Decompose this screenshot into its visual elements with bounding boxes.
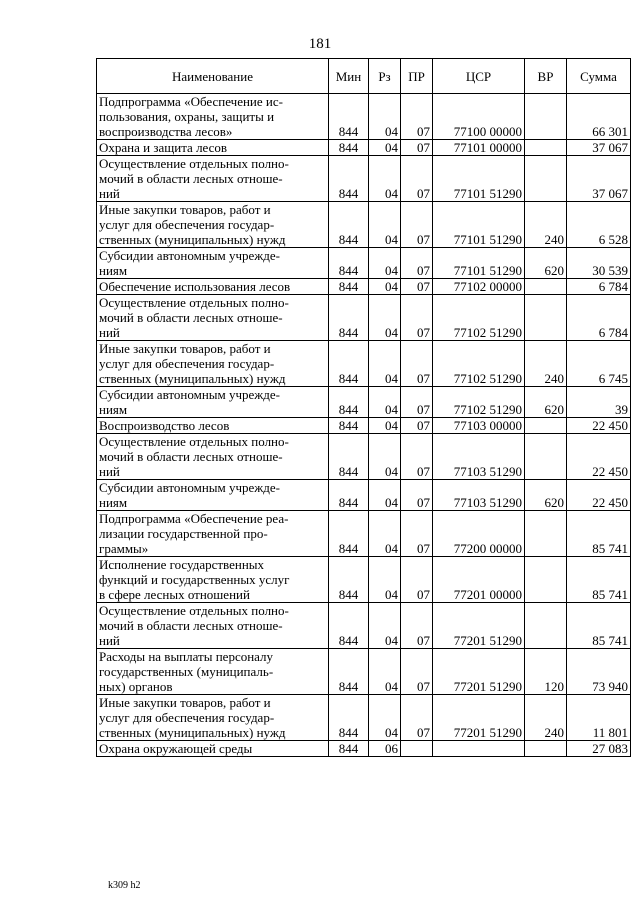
cell-pr: 07 <box>401 649 433 695</box>
cell-pr: 07 <box>401 202 433 248</box>
cell-name: Охрана и защита лесов <box>97 140 329 156</box>
cell-pr <box>401 741 433 757</box>
cell-min: 844 <box>329 341 369 387</box>
cell-min: 844 <box>329 511 369 557</box>
cell-pr: 07 <box>401 418 433 434</box>
table-header-row <box>97 59 631 94</box>
cell-min: 844 <box>329 202 369 248</box>
table-row <box>97 202 631 248</box>
cell-sum: 22 450 <box>567 418 631 434</box>
cell-pr: 07 <box>401 695 433 741</box>
cell-name: Субсидии автономным учрежде- ниям <box>97 248 329 279</box>
cell-min: 844 <box>329 434 369 480</box>
cell-csr: 77100 00000 <box>433 94 525 140</box>
cell-csr: 77103 51290 <box>433 434 525 480</box>
cell-csr: 77200 00000 <box>433 511 525 557</box>
cell-name: Осуществление отдельных полно- мочий в области лесных отноше- ний <box>97 156 329 202</box>
cell-csr: 77102 51290 <box>433 341 525 387</box>
cell-rz: 04 <box>369 140 401 156</box>
cell-vr <box>525 511 567 557</box>
cell-csr: 77103 51290 <box>433 480 525 511</box>
cell-vr: 240 <box>525 695 567 741</box>
cell-pr: 07 <box>401 140 433 156</box>
cell-pr: 07 <box>401 156 433 202</box>
table-row <box>97 434 631 480</box>
cell-name: Исполнение государственных функций и государственных услуг в сфере лесных отношений <box>97 557 329 603</box>
cell-rz: 04 <box>369 387 401 418</box>
cell-csr: 77201 51290 <box>433 695 525 741</box>
cell-name: Субсидии автономным учрежде- ниям <box>97 480 329 511</box>
cell-csr: 77201 00000 <box>433 557 525 603</box>
cell-sum: 22 450 <box>567 434 631 480</box>
cell-csr: 77103 00000 <box>433 418 525 434</box>
cell-vr <box>525 434 567 480</box>
cell-vr <box>525 418 567 434</box>
cell-csr: 77101 51290 <box>433 248 525 279</box>
cell-min: 844 <box>329 94 369 140</box>
header-rz: Рз <box>369 59 401 94</box>
budget-table <box>96 58 631 757</box>
header-name: Наименование <box>97 59 329 94</box>
header-vr: ВР <box>525 59 567 94</box>
cell-sum: 11 801 <box>567 695 631 741</box>
cell-min: 844 <box>329 418 369 434</box>
cell-min: 844 <box>329 248 369 279</box>
table-row <box>97 156 631 202</box>
cell-min: 844 <box>329 279 369 295</box>
cell-vr <box>525 140 567 156</box>
cell-name: Осуществление отдельных полно- мочий в области лесных отноше- ний <box>97 603 329 649</box>
table-row <box>97 649 631 695</box>
cell-sum: 85 741 <box>567 511 631 557</box>
cell-min: 844 <box>329 387 369 418</box>
cell-vr: 620 <box>525 248 567 279</box>
cell-pr: 07 <box>401 94 433 140</box>
table-row <box>97 418 631 434</box>
cell-pr: 07 <box>401 511 433 557</box>
cell-rz: 04 <box>369 295 401 341</box>
cell-rz: 06 <box>369 741 401 757</box>
cell-sum: 6 745 <box>567 341 631 387</box>
cell-vr <box>525 94 567 140</box>
cell-vr <box>525 557 567 603</box>
cell-vr: 240 <box>525 341 567 387</box>
table-row <box>97 557 631 603</box>
cell-pr: 07 <box>401 341 433 387</box>
cell-min: 844 <box>329 557 369 603</box>
table-row <box>97 511 631 557</box>
cell-vr: 620 <box>525 387 567 418</box>
cell-name: Охрана окружающей среды <box>97 741 329 757</box>
cell-min: 844 <box>329 295 369 341</box>
cell-sum: 30 539 <box>567 248 631 279</box>
header-pr: ПР <box>401 59 433 94</box>
cell-rz: 04 <box>369 603 401 649</box>
cell-pr: 07 <box>401 295 433 341</box>
table-row <box>97 480 631 511</box>
cell-sum: 27 083 <box>567 741 631 757</box>
cell-csr: 77101 00000 <box>433 140 525 156</box>
cell-sum: 39 <box>567 387 631 418</box>
cell-min: 844 <box>329 140 369 156</box>
cell-sum: 85 741 <box>567 557 631 603</box>
cell-name: Иные закупки товаров, работ и услуг для обеспечения государ- ственных (муниципальных) нужд <box>97 202 329 248</box>
cell-rz: 04 <box>369 418 401 434</box>
cell-rz: 04 <box>369 480 401 511</box>
table-row <box>97 695 631 741</box>
cell-csr: 77102 00000 <box>433 279 525 295</box>
cell-csr: 77101 51290 <box>433 156 525 202</box>
cell-name: Осуществление отдельных полно- мочий в области лесных отноше- ний <box>97 295 329 341</box>
table-row <box>97 387 631 418</box>
cell-vr <box>525 741 567 757</box>
table-row <box>97 279 631 295</box>
cell-sum: 6 784 <box>567 279 631 295</box>
table-row <box>97 603 631 649</box>
cell-csr <box>433 741 525 757</box>
cell-rz: 04 <box>369 434 401 480</box>
table-row <box>97 341 631 387</box>
cell-name: Осуществление отдельных полно- мочий в области лесных отноше- ний <box>97 434 329 480</box>
cell-rz: 04 <box>369 649 401 695</box>
cell-csr: 77201 51290 <box>433 649 525 695</box>
cell-name: Воспроизводство лесов <box>97 418 329 434</box>
table-body <box>97 94 631 757</box>
cell-min: 844 <box>329 603 369 649</box>
cell-rz: 04 <box>369 279 401 295</box>
table-row <box>97 295 631 341</box>
cell-rz: 04 <box>369 695 401 741</box>
cell-name: Подпрограмма «Обеспечение ис- пользования, охраны, защиты и воспроизводства лесов» <box>97 94 329 140</box>
cell-sum: 73 940 <box>567 649 631 695</box>
header-min: Мин <box>329 59 369 94</box>
cell-vr <box>525 279 567 295</box>
cell-rz: 04 <box>369 248 401 279</box>
table-row <box>97 94 631 140</box>
cell-csr: 77102 51290 <box>433 387 525 418</box>
cell-vr: 240 <box>525 202 567 248</box>
cell-min: 844 <box>329 741 369 757</box>
cell-pr: 07 <box>401 434 433 480</box>
cell-rz: 04 <box>369 341 401 387</box>
cell-vr <box>525 156 567 202</box>
cell-pr: 07 <box>401 557 433 603</box>
cell-csr: 77101 51290 <box>433 202 525 248</box>
cell-csr: 77201 51290 <box>433 603 525 649</box>
cell-vr: 120 <box>525 649 567 695</box>
table-row <box>97 248 631 279</box>
cell-min: 844 <box>329 156 369 202</box>
cell-name: Субсидии автономным учрежде- ниям <box>97 387 329 418</box>
cell-sum: 66 301 <box>567 94 631 140</box>
cell-name: Иные закупки товаров, работ и услуг для обеспечения государ- ственных (муниципальных) нужд <box>97 695 329 741</box>
cell-name: Расходы на выплаты персоналу государственных (муниципаль- ных) органов <box>97 649 329 695</box>
cell-sum: 37 067 <box>567 156 631 202</box>
cell-vr <box>525 295 567 341</box>
table-row <box>97 741 631 757</box>
cell-vr <box>525 603 567 649</box>
cell-rz: 04 <box>369 202 401 248</box>
cell-rz: 04 <box>369 511 401 557</box>
cell-sum: 6 784 <box>567 295 631 341</box>
cell-vr: 620 <box>525 480 567 511</box>
cell-csr: 77102 51290 <box>433 295 525 341</box>
cell-sum: 22 450 <box>567 480 631 511</box>
cell-name: Подпрограмма «Обеспечение реа- лизации государственной про- граммы» <box>97 511 329 557</box>
table-row <box>97 140 631 156</box>
cell-pr: 07 <box>401 248 433 279</box>
cell-pr: 07 <box>401 603 433 649</box>
cell-name: Иные закупки товаров, работ и услуг для обеспечения государ- ственных (муниципальных) нужд <box>97 341 329 387</box>
cell-rz: 04 <box>369 557 401 603</box>
cell-sum: 37 067 <box>567 140 631 156</box>
cell-sum: 6 528 <box>567 202 631 248</box>
cell-min: 844 <box>329 480 369 511</box>
cell-name: Обеспечение использования лесов <box>97 279 329 295</box>
cell-pr: 07 <box>401 279 433 295</box>
cell-min: 844 <box>329 649 369 695</box>
cell-pr: 07 <box>401 480 433 511</box>
footer-code: k309 h2 <box>108 880 141 891</box>
cell-sum: 85 741 <box>567 603 631 649</box>
cell-pr: 07 <box>401 387 433 418</box>
header-csr: ЦСР <box>433 59 525 94</box>
cell-min: 844 <box>329 695 369 741</box>
cell-rz: 04 <box>369 156 401 202</box>
header-sum: Сумма <box>567 59 631 94</box>
cell-rz: 04 <box>369 94 401 140</box>
page-number: 181 <box>308 36 332 52</box>
